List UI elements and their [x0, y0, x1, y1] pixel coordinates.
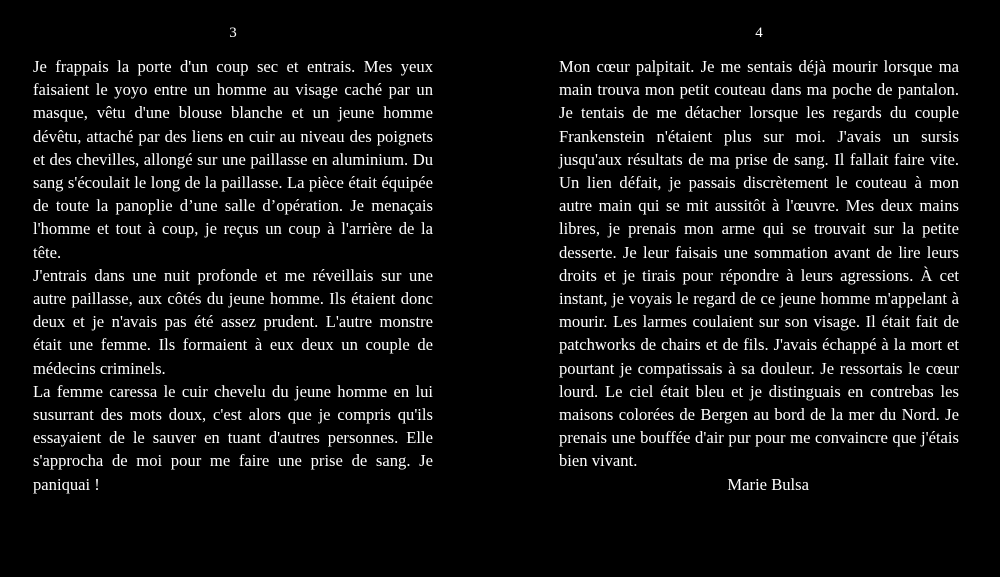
paragraph-1: Je frappais la porte d'un coup sec et entrais. Mes yeux faisaient le yoyo entre un homme au visage caché par un masque, vêtu d'une blouse blanche et un jeune homme dévêtu, attaché par des liens en cuir au niveau des poignets et des chevilles, allongé sur une paillasse en aluminium. Du sang s'écoulait le long de la paillasse. La pièce était équipée de toute la panoplie d’une salle d’opération. Je menaçais l'homme et tout à coup, je reçus un coup à l'arrière de la tête. — [33, 57, 433, 262]
paragraph-3: La femme caressa le cuir chevelu du jeune homme en lui susurrant des mots doux, c'est alors que je compris qu'ils essayaient de le sauver en tuant d'autres personnes. Elle s'approcha de moi pour me faire une prise de sang. Je paniquai ! — [33, 381, 433, 494]
left-page-text — [33, 55, 433, 496]
page-number-right: 4 — [755, 25, 763, 41]
right-page-text — [559, 55, 959, 496]
right-page — [559, 0, 989, 577]
page-number-left: 3 — [229, 25, 237, 41]
paragraph-2: J'entrais dans une nuit profonde et me réveillais sur une autre paillasse, aux côtés du jeune homme. Ils étaient donc deux et je n'avais pas été assez prudent. L'autre monstre était une femme. Ils formaient à eux deux un couple de médecins criminels. — [33, 265, 433, 378]
paragraph-4: Mon cœur palpitait. Je me sentais déjà mourir lorsque ma main trouva mon petit couteau dans ma poche de pantalon. Je tentais de me détacher lorsque les regards du couple Frankenstein n'étaient plus sur moi. J'avais un sursis jusqu'aux résultats de ma prise de sang. Il fallait faire vite. Un lien défait, je passais discrètement le couteau à mon autre main qui se mit aussitôt à l'œuvre. Mes deux mains libres, je prenais mon arme qui se trouvait sur la petite desserte. Je leur faisais une sommation avant de lire leurs droits et je tirais pour répondre à leurs agressions. À cet instant, je voyais le regard de ce jeune homme m'appelant à mourir. Les larmes coulaient sur son visage. Il était fait de patchworks de chairs et de fils. J'avais échappé à la mort et pourtant je compatissais à sa douleur. Je ressortais le cœur lourd. Le ciel était bleu et je distinguais en contrebas les maisons colorées de Bergen au bord de la mer du Nord. Je prenais une bouffée d'air pur pour me convaincre que j'étais bien vivant. — [559, 57, 959, 471]
author-signature: Marie Bulsa — [727, 474, 809, 494]
left-page — [33, 0, 463, 577]
